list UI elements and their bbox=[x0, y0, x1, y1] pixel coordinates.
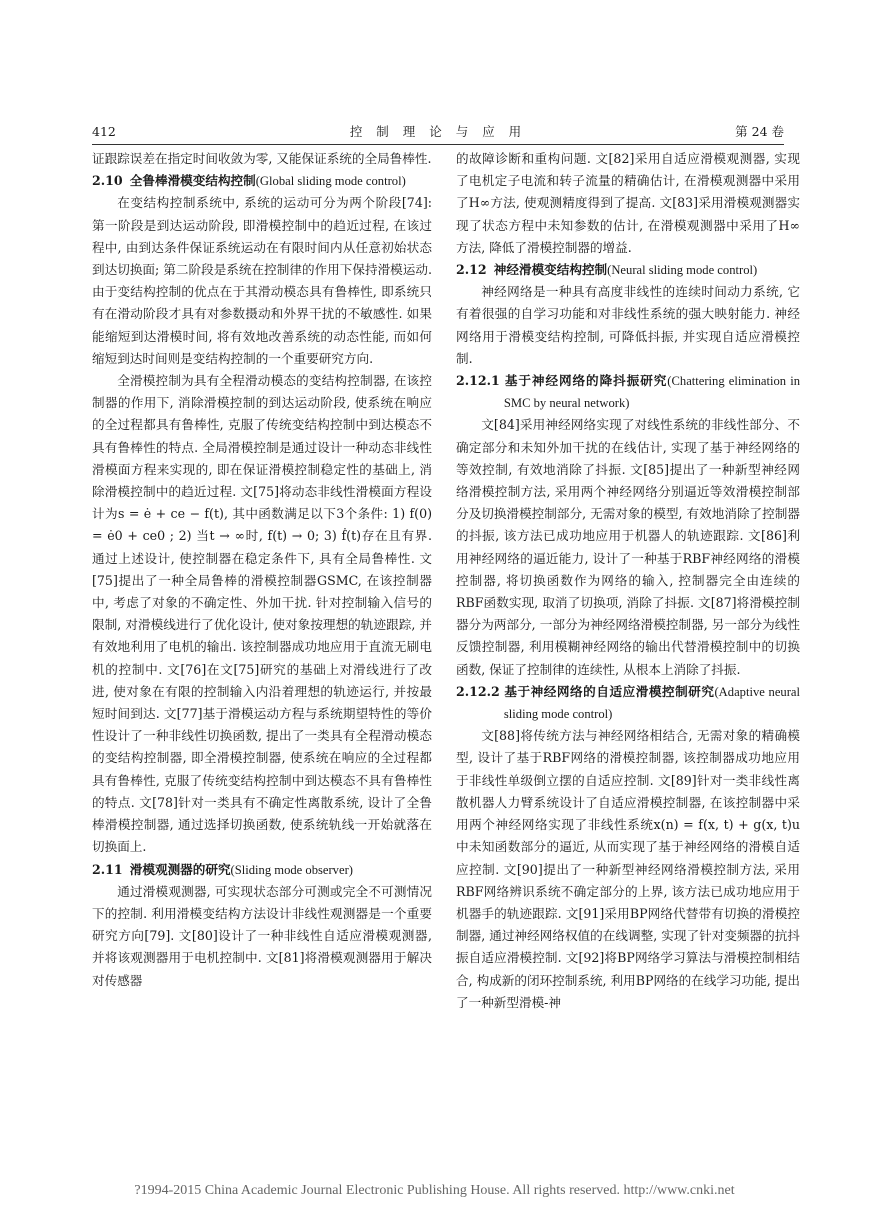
section-number: 2.12 bbox=[456, 262, 487, 278]
subsection-number: 2.12.1 bbox=[456, 373, 500, 389]
page-number: 412 bbox=[92, 124, 116, 139]
subsection-title-en: (Adaptive neural sliding mode control) bbox=[503, 684, 800, 722]
paragraph: 神经网络是一种具有高度非线性的连续时间动力系统, 它有着很强的自学习功能和对非线性系统的强大映射能力. 神经网络用于滑模变结构控制, 可降低抖振, 并实现自适应滑模控制. bbox=[456, 284, 800, 366]
left-column bbox=[92, 148, 432, 1168]
section-number: 2.11 bbox=[92, 861, 123, 877]
subsection-number: 2.12.2 bbox=[456, 683, 500, 699]
section-heading-2-11 bbox=[92, 859, 432, 881]
paragraph: 在变结构控制系统中, 系统的运动可分为两个阶段[74]: 第一阶段是到达运动阶段, 即滑模控制中的趋近过程, 在该过程中, 由到达条件保证系统运动在有限时间内从任意初始状态到达切换面; 第二阶段是系统在控制律的作用下保持滑模运动. 由于变结构控制的优点在于其滑动模态具有鲁棒性, 即系统只有在滑动阶段才具有对参数摄动和外界干扰的不敏感性. 如果能缩短到达滑模时间, 将有效地改善系统的动态性能, 而如何缩短到达时间则是变结构控制的一个重要研究方向. bbox=[92, 195, 432, 366]
copyright-footer: ?1994-2015 China Academic Journal Electronic Publishing House. All rights reserved. http://www.cnki.net bbox=[134, 1183, 735, 1198]
section-heading-2-10 bbox=[92, 170, 432, 192]
paragraph: 通过滑模观测器, 可实现状态部分可测或完全不可测情况下的控制. 利用滑模变结构方法设计非线性观测器是一个重要研究方向[79]. 文[80]设计了一种非线性自适应滑模观测器, 并将该观测器用于电机控制中. 文[81]将滑模观测器用于解决对传感器 bbox=[92, 883, 432, 988]
section-title-en: (Neural sliding mode control) bbox=[607, 263, 758, 278]
section-number: 2.10 bbox=[92, 173, 123, 189]
right-column bbox=[456, 148, 800, 1168]
subsection-title-cn: 基于神经网络的降抖振研究 bbox=[503, 373, 668, 389]
paragraph: 的故障诊断和重构问题. 文[82]采用自适应滑模观测器, 实现了电机定子电流和转子流量的精确估计, 在滑模观测器中采用了H∞方法, 使观测精度得到了提高. 文[83]采用滑模观测器实现了状态方程中未知参数的估计, 在滑模观测器中采用了H∞方法, 降低了滑模控制器的增益. bbox=[456, 151, 800, 255]
section-title-en: (Global sliding mode control) bbox=[255, 174, 406, 189]
subsection-heading-2-12-1 bbox=[456, 370, 800, 414]
volume-label: 第 24 卷 bbox=[735, 124, 784, 139]
section-title-cn: 全鲁棒滑模变结构控制 bbox=[129, 173, 256, 189]
running-header bbox=[92, 122, 784, 142]
paragraph: 证跟踪误差在指定时间收敛为零, 又能保证系统的全局鲁棒性. bbox=[92, 151, 432, 166]
subsection-title-en: (Chattering elimination in SMC by neural network) bbox=[503, 374, 800, 411]
journal-title: 控 制 理 论 与 应 用 bbox=[349, 124, 527, 139]
section-title-cn: 滑模观测器的研究 bbox=[129, 861, 231, 877]
paragraph: 全滑模控制为具有全程滑动模态的变结构控制器, 在该控制器的作用下, 消除滑模控制的到达运动阶段, 使系统在响应的全过程都具有鲁棒性, 克服了传统变结构控制中到达模态不具有鲁棒性的特点. 全局滑模控制是通过设计一种动态非线性滑模面方程来实现的, 即在保证滑模控制稳定性的基础上, 消除滑模控制中的趋近过程. 文[75]将动态非线性滑模面方程设计为s = ė + ce − f(t), 其中函数满足以下3个条件: 1) f(0) = ė0 + ce0 ; 2) 当t → ∞时, f(t) → 0; 3) ḟ(t)存在且有界. 通过上述设计, 使控制器在稳定条件下, 具有全局鲁棒性. 文[75]提出了一种全局鲁棒的滑模控制器GSMC, 在该控制器中, 考虑了对象的不确定性、外加干扰. 针对控制输入信号的限制, 对滑模线进行了优化设计, 使对象按理想的轨迹跟踪, 并有效地利用了电机的输出. 该控制器成功地应用于直流无刷电机的控制中. 文[76]在文[75]研究的基础上对滑线进行了改进, 使对象在有限的控制输入内沿着理想的轨迹运行, 并按最短时间到达. 文[77]基于滑模运动方程与系统期望特性的等价性设计了一种非线性切换函数, 提出了一类具有全程滑动模态的变结构控制器, 即全滑模控制器, 使系统在响应的全过程都具有鲁棒性, 克服了传统变结构控制中到达模态不具有鲁棒性的特点. 文[78]针对一类具有不确定性离散系统, 设计了全鲁棒滑模控制器, 通过选择切换函数, 使系统轨线一开始就落在切换面上. bbox=[92, 373, 432, 855]
section-heading-2-12 bbox=[456, 259, 800, 281]
header-rule bbox=[92, 144, 784, 145]
section-title-en: (Sliding mode observer) bbox=[230, 862, 353, 877]
subsection-heading-2-12-2 bbox=[456, 681, 800, 725]
section-title-cn: 神经滑模变结构控制 bbox=[493, 262, 608, 278]
paragraph: 文[84]采用神经网络实现了对线性系统的非线性部分、不确定部分和未知外加干扰的在线估计, 实现了基于神经网络的等效控制, 有效地消除了抖振. 文[85]提出了一种新型神经网络滑模控制方法, 采用两个神经网络分别逼近等效滑模控制部分及切换滑模控制部分, 无需对象的模型, 有效地消除了控制器的抖振, 该方法已成功地应用于机器人的轨迹跟踪. 文[86]利用神经网络的逼近能力, 设计了一种基于RBF神经网络的滑模控制器, 将切换函数作为网络的输入, 控制器完全由连续的RBF函数实现, 取消了切换项, 消除了抖振. 文[87]将滑模控制器分为两部分, 一部分为神经网络滑模控制器, 另一部分为线性反馈控制器, 利用模糊神经网络的输出代替滑模控制中的切换函数, 保证了控制律的连续性, 从根本上消除了抖振. bbox=[456, 417, 800, 677]
paragraph: 文[88]将传统方法与神经网络相结合, 无需对象的精确模型, 设计了基于RBF网络的滑模控制器, 该控制器成功地应用于非线性单级倒立摆的自适应控制. 文[89]针对一类非线性离散机器人力臂系统设计了自适应滑模控制器, 在该控制器中采用两个神经网络实现了非线性系统x(n) = f(x, t) + g(x, t)u中未知函数部分的逼近, 从而实现了基于神经网络的滑模自适应控制. 文[90]提出了一种新型神经网络滑模控制方法, 采用RBF网络辨识系统不确定部分的上界, 该方法已成功地应用于机器手的轨迹跟踪. 文[91]采用BP网络代替带有切换的滑模控制器, 通过神经网络权值的在线调整, 实现了针对变频器的抗抖振自适应滑模控制. 文[92]将BP网络学习算法与滑模控制相结合, 构成新的闭环控制系统, 利用BP网络的在线学习功能, 提出了一种新型滑模-神 bbox=[456, 728, 800, 1010]
subsection-title-cn: 基于神经网络的自适应滑模控制研究 bbox=[503, 683, 715, 699]
